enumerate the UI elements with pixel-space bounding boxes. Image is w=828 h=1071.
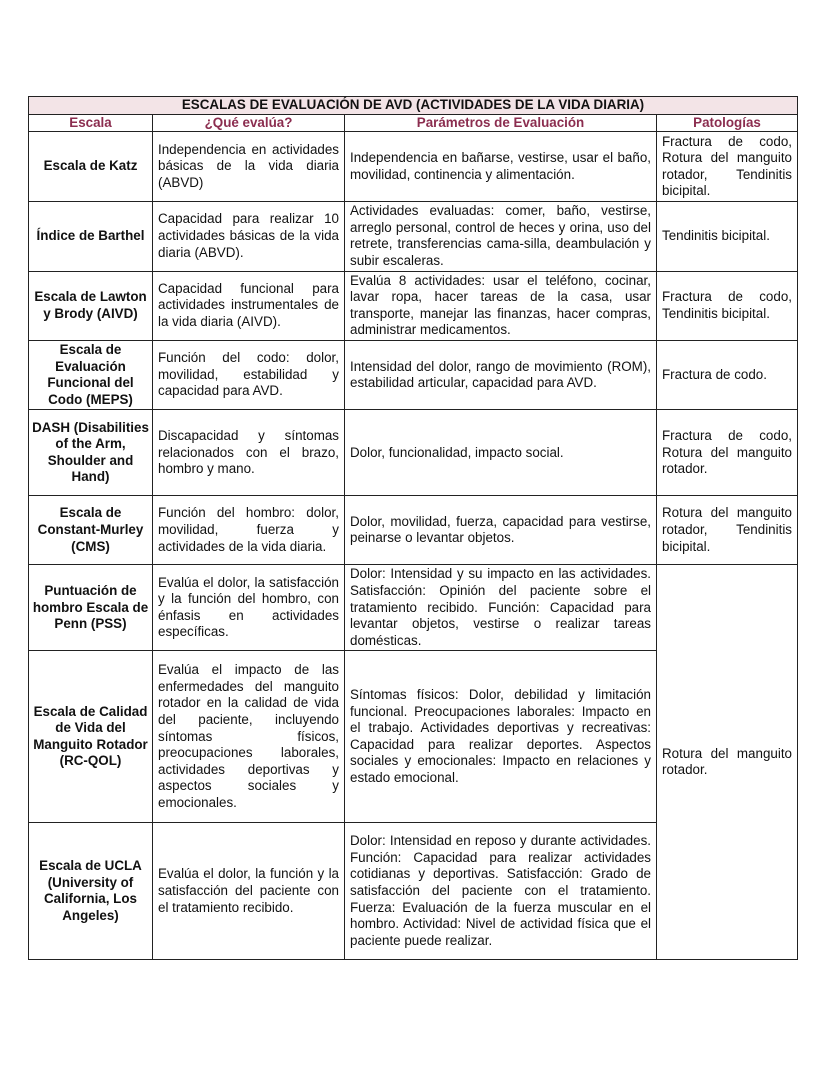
escala-name: Escala de Evaluación Funcional del Codo (MEPS) — [29, 340, 153, 409]
table-row — [29, 271, 798, 340]
patologias-cell: Fractura de codo, Tendinitis bicipital. — [657, 271, 798, 340]
table-row — [29, 202, 798, 271]
que-evalua-cell: Evalúa el dolor, la satisfacción y la función del hombro, con énfasis en actividades específicas. — [153, 565, 345, 651]
table-row — [29, 565, 798, 651]
escala-name: Escala de UCLA (University of California, Los Angeles) — [29, 823, 153, 960]
parametros-cell: Dolor: Intensidad y su impacto en las actividades. Satisfacción: Opinión del paciente sobre el tratamiento recibido. Función: Capacidad para levantar objetos, vestirse o realizar tareas domésticas. — [345, 565, 657, 651]
patologias-cell: Tendinitis bicipital. — [657, 202, 798, 271]
table-title: ESCALAS DE EVALUACIÓN DE AVD (ACTIVIDADES DE LA VIDA DIARIA) — [29, 97, 798, 115]
patologias-cell: Fractura de codo, Rotura del manguito rotador. — [657, 410, 798, 496]
que-evalua-cell: Independencia en actividades básicas de la vida diaria (ABVD) — [153, 132, 345, 202]
parametros-cell: Dolor: Intensidad en reposo y durante actividades. Función: Capacidad para realizar actividades cotidianas y deportivas. Satisfacción: Grado de satisfacción del paciente con el tratamiento. Fuerza: Evaluación de la fuerza muscular en el hombro. Actividad: Nivel de actividad física que el paciente puede realizar. — [345, 823, 657, 960]
escala-name: Puntuación de hombro Escala de Penn (PSS) — [29, 565, 153, 651]
escala-name: Escala de Lawton y Brody (AIVD) — [29, 271, 153, 340]
header-patologias: Patologías — [657, 114, 798, 132]
patologias-cell: Rotura del manguito rotador, Tendinitis bicipital. — [657, 496, 798, 565]
que-evalua-cell: Discapacidad y síntomas relacionados con el brazo, hombro y mano. — [153, 410, 345, 496]
table-row — [29, 132, 798, 202]
parametros-cell: Independencia en bañarse, vestirse, usar el baño, movilidad, continencia y alimentación. — [345, 132, 657, 202]
escala-name: Escala de Katz — [29, 132, 153, 202]
table-row — [29, 410, 798, 496]
patologias-merged-cell: Rotura del manguito rotador. — [657, 565, 798, 960]
que-evalua-cell: Capacidad funcional para actividades instrumentales de la vida diaria (AIVD). — [153, 271, 345, 340]
patologias-cell: Fractura de codo, Rotura del manguito rotador, Tendinitis bicipital. — [657, 132, 798, 202]
patologias-cell: Fractura de codo. — [657, 340, 798, 409]
que-evalua-cell: Función del hombro: dolor, movilidad, fuerza y actividades de la vida diaria. — [153, 496, 345, 565]
header-escala: Escala — [29, 114, 153, 132]
escala-name: Escala de Calidad de Vida del Manguito Rotador (RC-QOL) — [29, 651, 153, 823]
parametros-cell: Actividades evaluadas: comer, baño, vestirse, arreglo personal, control de heces y orina, uso del retrete, transferencias cama-silla, deambulación y subir escaleras. — [345, 202, 657, 271]
table-row — [29, 340, 798, 409]
header-parametros: Parámetros de Evaluación — [345, 114, 657, 132]
parametros-cell: Intensidad del dolor, rango de movimiento (ROM), estabilidad articular, capacidad para AVD. — [345, 340, 657, 409]
parametros-cell: Evalúa 8 actividades: usar el teléfono, cocinar, lavar ropa, hacer tareas de la casa, usar transporte, manejar las finanzas, hacer compras, administrar medicamentos. — [345, 271, 657, 340]
parametros-cell: Dolor, movilidad, fuerza, capacidad para vestirse, peinarse o levantar objetos. — [345, 496, 657, 565]
table-row — [29, 496, 798, 565]
parametros-cell: Dolor, funcionalidad, impacto social. — [345, 410, 657, 496]
que-evalua-cell: Función del codo: dolor, movilidad, estabilidad y capacidad para AVD. — [153, 340, 345, 409]
parametros-cell: Síntomas físicos: Dolor, debilidad y limitación funcional. Preocupaciones laborales: Impacto en el trabajo. Actividades deportivas y recreativas: Capacidad para realizar deportes. Aspectos sociales y emocionales: Impacto en relaciones y estado emocional. — [345, 651, 657, 823]
que-evalua-cell: Evalúa el dolor, la función y la satisfacción del paciente con el tratamiento recibido. — [153, 823, 345, 960]
escala-name: DASH (Disabilities of the Arm, Shoulder and Hand) — [29, 410, 153, 496]
que-evalua-cell: Capacidad para realizar 10 actividades básicas de la vida diaria (ABVD). — [153, 202, 345, 271]
header-que-evalua: ¿Qué evalúa? — [153, 114, 345, 132]
escala-name: Escala de Constant-Murley (CMS) — [29, 496, 153, 565]
escala-name: Índice de Barthel — [29, 202, 153, 271]
avd-scales-table — [28, 96, 798, 960]
que-evalua-cell: Evalúa el impacto de las enfermedades del manguito rotador en la calidad de vida del paciente, incluyendo síntomas físicos, preocupaciones laborales, actividades deportivas y aspectos sociales y emocionales. — [153, 651, 345, 823]
